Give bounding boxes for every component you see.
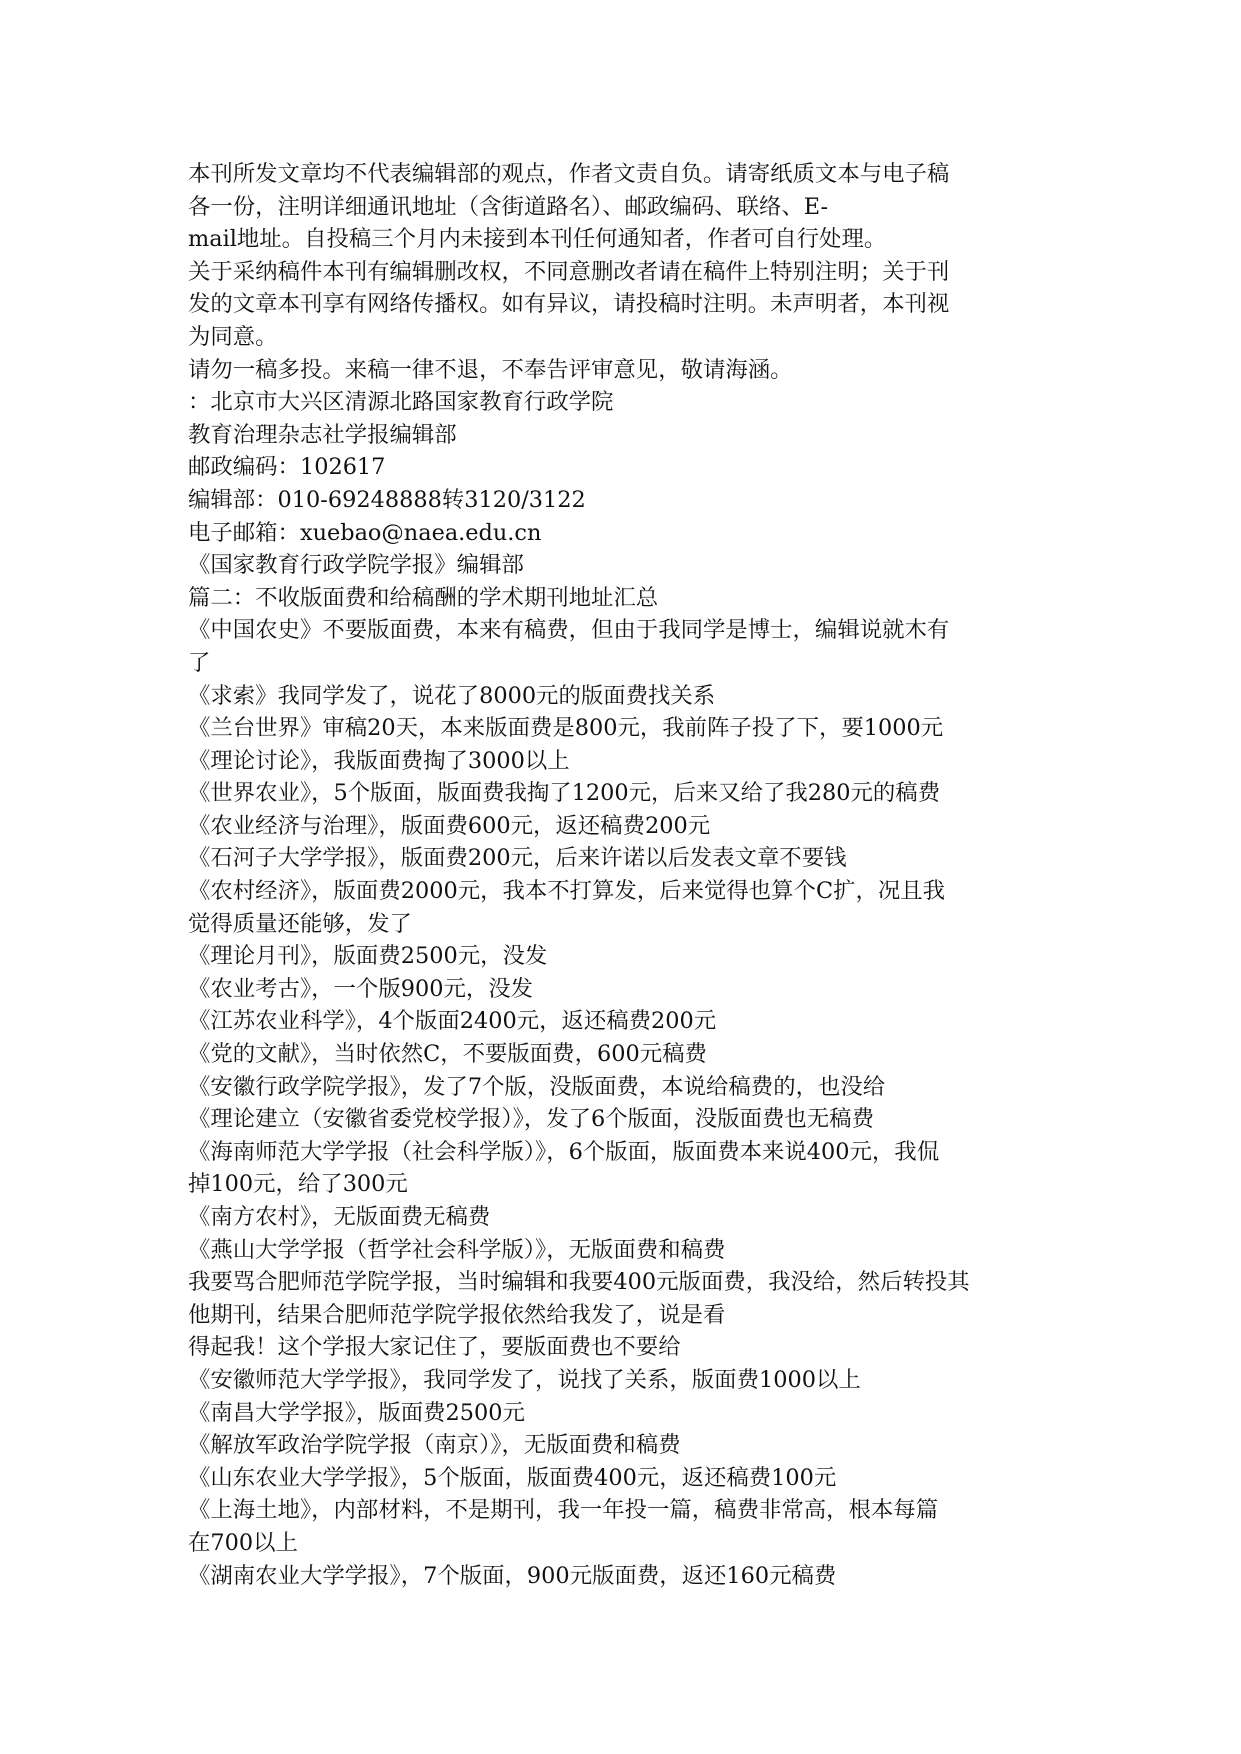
phone-line: 编辑部：010-69248888转3120/3122 (188, 486, 586, 513)
section-heading: 篇二：不收版面费和给稿酬的学术期刊地址汇总 (188, 584, 659, 611)
journal-entry: 我要骂合肥师范学院学报，当时编辑和我要400元版面费，我没给，然后转投其 (188, 1269, 970, 1296)
journal-entry: 《安徽行政学院学报》，发了7个版，没版面费，本说给稿费的，也没给 (188, 1073, 886, 1100)
signature-line: 《国家教育行政学院学报》编辑部 (188, 552, 524, 579)
journal-entry: 《兰台世界》审稿20天，本来版面费是800元，我前阵子投了下，要1000元 (188, 715, 944, 742)
postal-code-line: 邮政编码：102617 (188, 454, 386, 481)
text-line: 本刊所发文章均不代表编辑部的观点，作者文责自负。请寄纸质文本与电子稿 (188, 161, 950, 187)
text-line: 发的文章本刊享有网络传播权。如有异议，请投稿时注明。未声明者，本刊视 (188, 291, 950, 318)
text-line: 各一份，注明详细通讯地址（含街道路名）、邮政编码、联络、E- (188, 193, 829, 220)
journal-entry: 《解放军政治学院学报（南京）》，无版面费和稿费 (188, 1432, 681, 1459)
address-line: ：北京市大兴区清源北路国家教育行政学院 (188, 389, 614, 416)
journal-entry: 《安徽师范大学学报》，我同学发了，说找了关系，版面费1000以上 (188, 1366, 861, 1393)
journal-entry: 《江苏农业科学》，4个版面2400元，返还稿费200元 (188, 1008, 717, 1035)
journal-entry: 《湖南农业大学学报》，7个版面，900元版面费，返还160元稿费 (188, 1562, 837, 1589)
journal-entry: 了 (188, 649, 211, 676)
journal-entry: 《农村经济》，版面费2000元，我本不打算发，后来觉得也算个C扩，况且我 (188, 878, 946, 905)
journal-entry: 《南昌大学学报》，版面费2500元 (188, 1399, 525, 1426)
text-line: 请勿一稿多投。来稿一律不退，不奉告评审意见，敬请海涵。 (188, 356, 793, 383)
department-line: 教育治理杂志社学报编辑部 (188, 421, 457, 448)
journal-entry: 《农业经济与治理》，版面费600元，返还稿费200元 (188, 812, 711, 839)
journal-entry: 掉100元，给了300元 (188, 1171, 408, 1198)
journal-entry: 他期刊，结果合肥师范学院学报依然给我发了，说是看 (188, 1301, 726, 1328)
journal-entry: 《上海土地》，内部材料，不是期刊，我一年投一篇，稿费非常高，根本每篇 (188, 1497, 939, 1524)
journal-entry: 《求索》我同学发了，说花了8000元的版面费找关系 (188, 682, 716, 709)
journal-entry: 在700以上 (188, 1529, 298, 1556)
journal-entry: 《农业考古》，一个版900元，没发 (188, 975, 534, 1002)
journal-entry: 《中国农史》不要版面费，本来有稿费，但由于我同学是博士，编辑说就木有 (188, 617, 950, 644)
text-line: mail地址。自投稿三个月内未接到本刊任何通知者，作者可自行处理。 (188, 226, 887, 253)
email-line: 电子邮箱：xuebao@naea.edu.cn (188, 519, 542, 546)
text-line: 关于采纳稿件本刊有编辑删改权，不同意删改者请在稿件上特别注明；关于刊 (188, 258, 950, 285)
journal-entry: 《理论月刊》，版面费2500元，没发 (188, 943, 548, 970)
journal-entry: 《党的文献》，当时依然C，不要版面费，600元稿费 (188, 1041, 707, 1068)
journal-entry: 觉得质量还能够，发了 (188, 910, 412, 937)
journal-entry: 《海南师范大学学报（社会科学版）》，6个版面，版面费本来说400元，我侃 (188, 1138, 940, 1165)
journal-entry: 得起我！这个学报大家记住了，要版面费也不要给 (188, 1334, 681, 1361)
journal-entry: 《理论建立（安徽省委党校学报）》，发了6个版面，没版面费也无稿费 (188, 1106, 874, 1133)
journal-entry: 《南方农村》，无版面费无稿费 (188, 1204, 491, 1230)
text-line: 为同意。 (188, 323, 278, 350)
journal-entry: 《山东农业大学学报》，5个版面，版面费400元，返还稿费100元 (188, 1464, 837, 1491)
journal-entry: 《燕山大学学报（哲学社会科学版）》，无版面费和稿费 (188, 1236, 726, 1263)
journal-entry: 《世界农业》，5个版面，版面费我掏了1200元，后来又给了我280元的稿费 (188, 780, 941, 807)
journal-entry: 《石河子大学学报》，版面费200元，后来许诺以后发表文章不要钱 (188, 845, 847, 872)
journal-entry: 《理论讨论》，我版面费掏了3000以上 (188, 747, 570, 774)
document-body (188, 158, 1078, 1592)
